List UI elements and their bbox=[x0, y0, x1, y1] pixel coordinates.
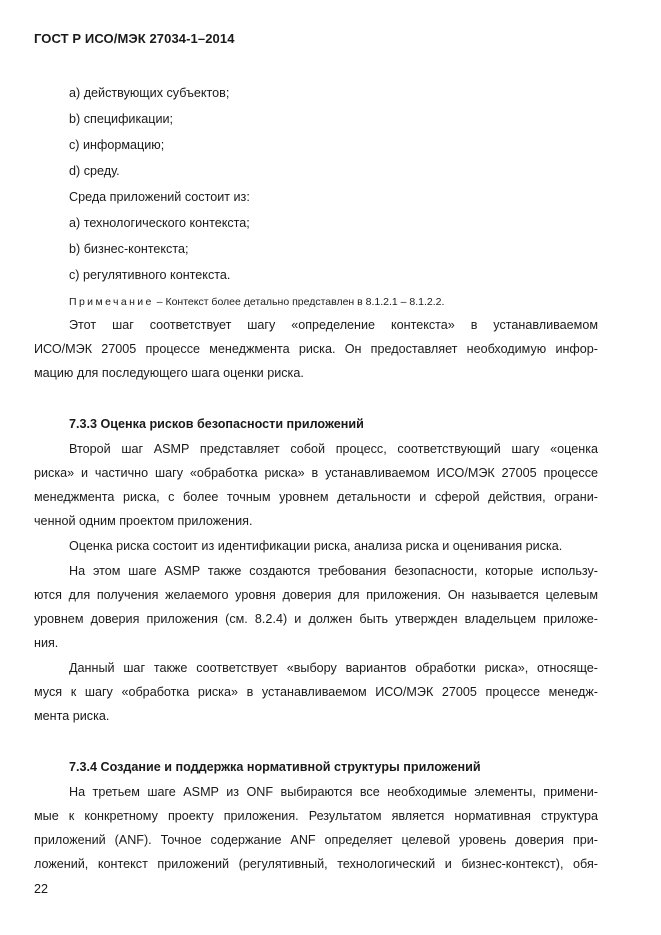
paragraph-line: Данный шаг также соответствует «выбору вариантов обработки риска», относяще- bbox=[69, 661, 598, 675]
list-item: d) среду. bbox=[69, 164, 120, 178]
paragraph-line: мента риска. bbox=[34, 709, 110, 723]
paragraph-line: мацию для последующего шага оценки риска. bbox=[34, 366, 304, 380]
page-number: 22 bbox=[34, 882, 49, 896]
list-item: a) технологического контекста; bbox=[69, 216, 250, 230]
document-header: ГОСТ Р ИСО/МЭК 27034-1–2014 bbox=[34, 31, 235, 46]
paragraph-line: На третьем шаге ASMP из ONF выбираются все необходимые элементы, примени- bbox=[69, 785, 598, 799]
paragraph-line: мые к конкретному проекту приложения. Результатом является нормативная структура bbox=[34, 809, 598, 823]
paragraph-line: приложений (ANF). Точное содержание ANF определяет целевой уровень доверия при- bbox=[34, 833, 598, 847]
paragraph-line: ченной одним проектом приложения. bbox=[34, 514, 253, 528]
note-text: – Контекст более детально представлен в 8.1.2.1 – 8.1.2.2. bbox=[153, 296, 445, 308]
note-label: Примечание bbox=[69, 296, 154, 308]
list-item: c) регулятивного контекста. bbox=[69, 268, 231, 282]
section-heading: 7.3.3 Оценка рисков безопасности приложений bbox=[69, 417, 364, 431]
paragraph-line: Среда приложений состоит из: bbox=[69, 190, 250, 204]
note bbox=[69, 296, 444, 309]
paragraph-line: менеджмента риска, с более точным уровнем детальности и сферой действия, ограни- bbox=[34, 490, 598, 504]
paragraph-line: Второй шаг ASMP представляет собой процесс, соответствующий шагу «оценка bbox=[69, 442, 598, 456]
paragraph-line: риска» и частично шагу «обработка риска» в устанавливаемом ИСО/МЭК 27005 процессе bbox=[34, 466, 598, 480]
paragraph-line: ИСО/МЭК 27005 процессе менеджмента риска. Он предоставляет необходимую инфор- bbox=[34, 342, 598, 356]
paragraph-line: муся к шагу «обработка риска» в устанавливаемом ИСО/МЭК 27005 процессе менедж- bbox=[34, 685, 598, 699]
paragraph-line: ложений, контекст приложений (регулятивный, технологический и бизнес-контекст), обя- bbox=[34, 857, 598, 871]
paragraph-line: ются для получения желаемого уровня доверия для приложения. Он называется целевым bbox=[34, 588, 598, 602]
list-item: b) спецификации; bbox=[69, 112, 174, 126]
paragraph-line: Этот шаг соответствует шагу «определение контекста» в устанавливаемом bbox=[69, 318, 598, 332]
list-item: b) бизнес-контекста; bbox=[69, 242, 189, 256]
list-item: c) информацию; bbox=[69, 138, 165, 152]
list-item: a) действующих субъектов; bbox=[69, 86, 230, 100]
section-heading: 7.3.4 Создание и поддержка нормативной структуры приложений bbox=[69, 760, 481, 774]
paragraph-line: Оценка риска состоит из идентификации риска, анализа риска и оценивания риска. bbox=[69, 539, 563, 553]
paragraph-line: ния. bbox=[34, 636, 59, 650]
paragraph-line: На этом шаге ASMP также создаются требования безопасности, которые использу- bbox=[69, 564, 598, 578]
paragraph-line: уровнем доверия приложения (см. 8.2.4) и должен быть утвержден владельцем приложе- bbox=[34, 612, 598, 626]
